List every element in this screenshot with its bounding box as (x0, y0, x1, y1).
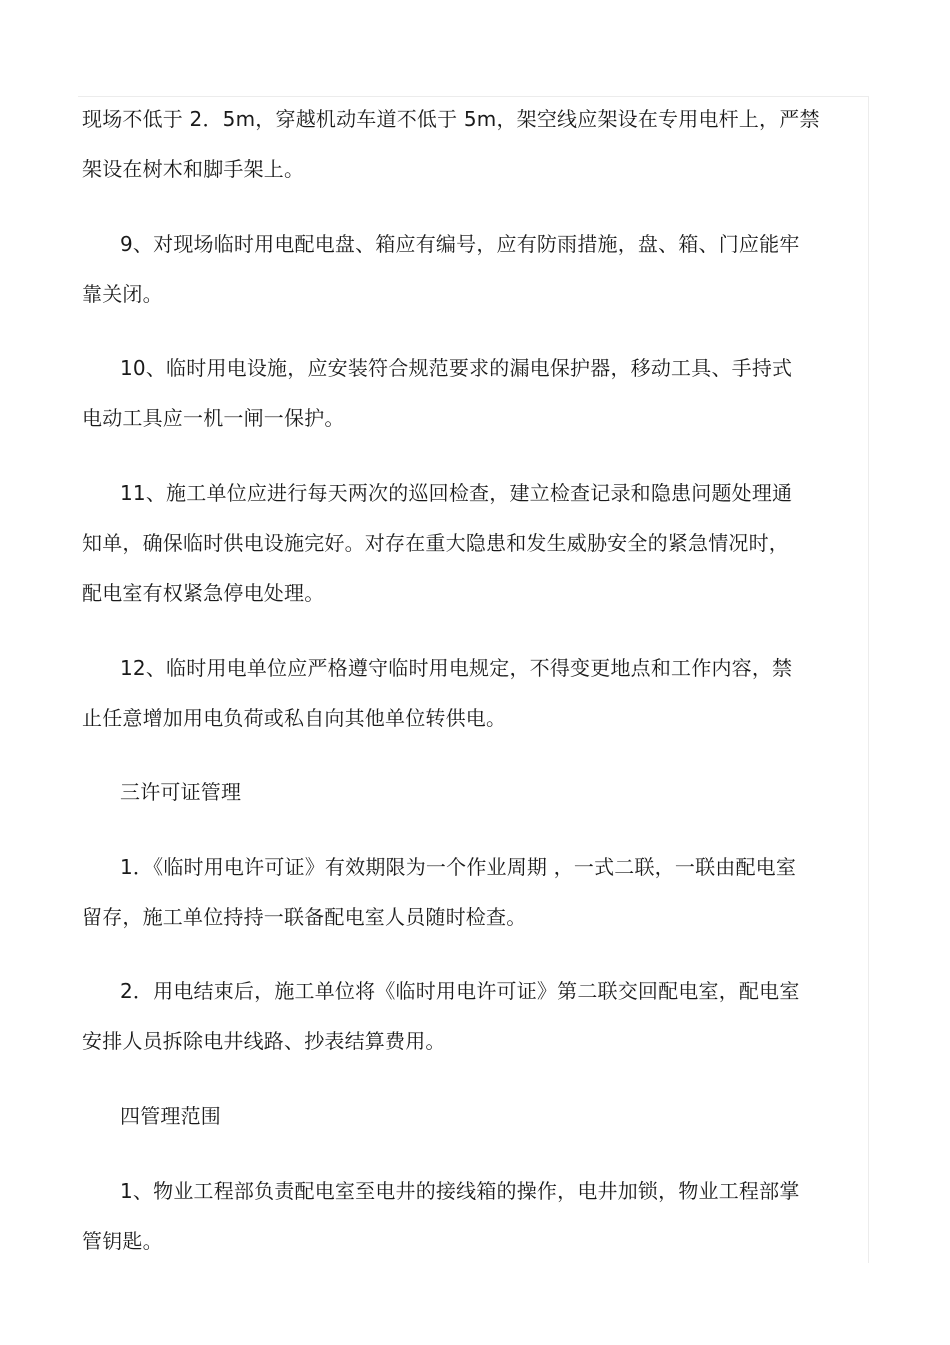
section-heading: 三许可证管理 (120, 780, 242, 804)
paragraph-scope-1-line: 管钥匙。 (82, 1229, 163, 1253)
paragraph-9-line: 靠关闭。 (82, 282, 163, 306)
paragraph-10-line: 10、临时用电设施，应安装符合规范要求的漏电保护器，移动工具、手持式 (120, 356, 793, 380)
body-text-line: 现场不低于 2．5m，穿越机动车道不低于 5m，架空线应架设在专用电杆上，严禁 (82, 107, 820, 131)
paragraph-11-line: 配电室有权紧急停电处理。 (82, 581, 325, 605)
paragraph-9-line: 9、对现场临时用电配电盘、箱应有编号，应有防雨措施，盘、箱、门应能牢 (120, 232, 800, 256)
paragraph-12-line: 止任意增加用电负荷或私自向其他单位转供电。 (82, 706, 507, 730)
body-text-line: 架设在树木和脚手架上。 (82, 157, 305, 181)
paragraph-1-line: 留存，施工单位持持一联备配电室人员随时检查。 (82, 905, 527, 929)
paragraph-10-line: 电动工具应一机一闸一保护。 (82, 406, 345, 430)
paragraph-1-line: 1．《临时用电许可证》有效期限为一个作业周期 ，一式二联，一联由配电室 (120, 855, 797, 879)
paragraph-11-line: 11、施工单位应进行每天两次的巡回检查，建立检查记录和隐患问题处理通 (120, 481, 793, 505)
section-heading: 四管理范围 (120, 1104, 221, 1128)
paragraph-2-line: 安排人员拆除电井线路、抄表结算费用。 (82, 1029, 446, 1053)
paragraph-12-line: 12、临时用电单位应严格遵守临时用电规定，不得变更地点和工作内容，禁 (120, 656, 793, 680)
paragraph-11-line: 知单，确保临时供电设施完好。对存在重大隐患和发生威胁安全的紧急情况时， (82, 531, 789, 555)
paragraph-2-line: 2．用电结束后，施工单位将《临时用电许可证》第二联交回配电室，配电室 (120, 979, 800, 1003)
paragraph-scope-1-line: 1、物业工程部负责配电室至电井的接线箱的操作，电井加锁，物业工程部掌 (120, 1179, 800, 1203)
